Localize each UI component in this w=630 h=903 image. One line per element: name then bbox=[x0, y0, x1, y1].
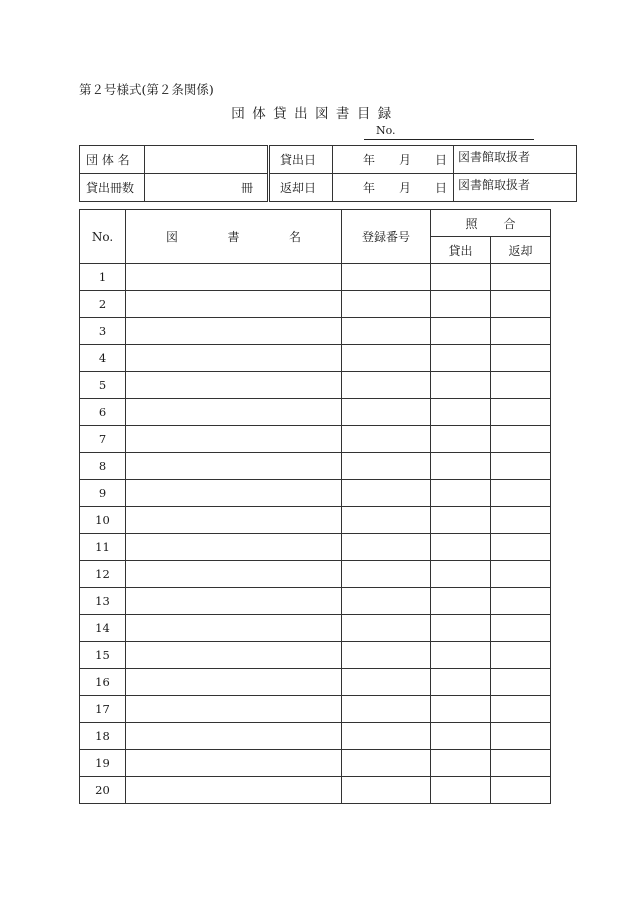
loan-check-cell[interactable] bbox=[431, 696, 491, 723]
row-number: 4 bbox=[80, 345, 126, 372]
loan-check-cell[interactable] bbox=[431, 723, 491, 750]
table-row bbox=[80, 507, 551, 534]
book-title-cell[interactable] bbox=[126, 561, 342, 588]
loan-check-cell[interactable] bbox=[431, 318, 491, 345]
registration-number-cell[interactable] bbox=[342, 345, 431, 372]
table-row bbox=[80, 561, 551, 588]
loan-check-cell[interactable] bbox=[431, 372, 491, 399]
group-name-label: 団 体 名 bbox=[80, 146, 145, 174]
loan-check-cell[interactable] bbox=[431, 642, 491, 669]
return-handler-cell[interactable] bbox=[454, 174, 577, 202]
row-number: 8 bbox=[80, 453, 126, 480]
loan-year-label: 年 bbox=[363, 153, 376, 167]
registration-number-cell[interactable] bbox=[342, 399, 431, 426]
row-number: 19 bbox=[80, 750, 126, 777]
return-check-cell[interactable] bbox=[491, 615, 551, 642]
loan-check-cell[interactable] bbox=[431, 588, 491, 615]
registration-number-cell[interactable] bbox=[342, 696, 431, 723]
row-number: 11 bbox=[80, 534, 126, 561]
book-title-cell[interactable] bbox=[126, 345, 342, 372]
return-check-cell[interactable] bbox=[491, 318, 551, 345]
row-number: 6 bbox=[80, 399, 126, 426]
return-check-cell[interactable] bbox=[491, 507, 551, 534]
header-table bbox=[79, 145, 577, 202]
row-number: 12 bbox=[80, 561, 126, 588]
book-title-cell[interactable] bbox=[126, 318, 342, 345]
loan-check-cell[interactable] bbox=[431, 480, 491, 507]
registration-number-cell[interactable] bbox=[342, 561, 431, 588]
col-header-check-char: 照 bbox=[465, 216, 478, 231]
return-check-cell[interactable] bbox=[491, 453, 551, 480]
loan-check-cell[interactable] bbox=[431, 669, 491, 696]
row-number: 2 bbox=[80, 291, 126, 318]
registration-number-cell[interactable] bbox=[342, 669, 431, 696]
col-header-return: 返却 bbox=[491, 237, 551, 264]
table-row bbox=[80, 399, 551, 426]
return-check-cell[interactable] bbox=[491, 561, 551, 588]
book-title-cell[interactable] bbox=[126, 291, 342, 318]
return-check-cell[interactable] bbox=[491, 696, 551, 723]
book-title-cell[interactable] bbox=[126, 534, 342, 561]
book-title-cell[interactable] bbox=[126, 642, 342, 669]
row-number: 20 bbox=[80, 777, 126, 804]
return-date-field[interactable] bbox=[333, 174, 454, 202]
loan-date-label: 貸出日 bbox=[269, 146, 333, 174]
registration-number-cell[interactable] bbox=[342, 480, 431, 507]
return-check-cell[interactable] bbox=[491, 372, 551, 399]
return-check-cell[interactable] bbox=[491, 291, 551, 318]
book-title-cell[interactable] bbox=[126, 507, 342, 534]
document-number-label: No. bbox=[376, 124, 396, 137]
table-row bbox=[80, 345, 551, 372]
col-header-no: No. bbox=[80, 210, 126, 264]
loan-check-cell[interactable] bbox=[431, 507, 491, 534]
row-number: 9 bbox=[80, 480, 126, 507]
return-check-cell[interactable] bbox=[491, 264, 551, 291]
row-number: 10 bbox=[80, 507, 126, 534]
registration-number-cell[interactable] bbox=[342, 642, 431, 669]
registration-number-cell[interactable] bbox=[342, 534, 431, 561]
registration-number-cell[interactable] bbox=[342, 588, 431, 615]
row-number: 15 bbox=[80, 642, 126, 669]
return-check-cell[interactable] bbox=[491, 480, 551, 507]
loan-count-field[interactable] bbox=[145, 174, 269, 202]
return-day-label: 日 bbox=[434, 181, 447, 195]
return-month-label: 月 bbox=[398, 181, 411, 195]
table-row bbox=[80, 615, 551, 642]
row-number: 18 bbox=[80, 723, 126, 750]
loan-date-field[interactable] bbox=[333, 146, 454, 174]
loan-check-cell[interactable] bbox=[431, 750, 491, 777]
registration-number-cell[interactable] bbox=[342, 750, 431, 777]
row-number: 16 bbox=[80, 669, 126, 696]
book-list-table bbox=[79, 209, 551, 804]
table-row bbox=[80, 777, 551, 804]
loan-handler-label: 図書館取扱者 bbox=[458, 150, 531, 164]
return-check-cell[interactable] bbox=[491, 534, 551, 561]
loan-day-label: 日 bbox=[434, 153, 447, 167]
table-row bbox=[80, 534, 551, 561]
book-title-cell[interactable] bbox=[126, 372, 342, 399]
return-check-cell[interactable] bbox=[491, 669, 551, 696]
loan-check-cell[interactable] bbox=[431, 615, 491, 642]
table-row bbox=[80, 453, 551, 480]
loan-check-cell[interactable] bbox=[431, 345, 491, 372]
return-check-cell[interactable] bbox=[491, 723, 551, 750]
book-title-cell[interactable] bbox=[126, 723, 342, 750]
loan-month-label: 月 bbox=[398, 153, 411, 167]
col-header-check bbox=[431, 210, 551, 237]
registration-number-cell[interactable] bbox=[342, 723, 431, 750]
col-header-title-char: 名 bbox=[288, 230, 301, 244]
col-header-check-char: 合 bbox=[503, 216, 516, 231]
registration-number-cell[interactable] bbox=[342, 777, 431, 804]
return-check-cell[interactable] bbox=[491, 399, 551, 426]
form-label: 第２号様式(第２条関係) bbox=[79, 82, 214, 97]
book-title-cell[interactable] bbox=[126, 777, 342, 804]
book-title-cell[interactable] bbox=[126, 264, 342, 291]
row-number: 14 bbox=[80, 615, 126, 642]
table-row bbox=[80, 723, 551, 750]
return-check-cell[interactable] bbox=[491, 642, 551, 669]
loan-check-cell[interactable] bbox=[431, 534, 491, 561]
page-title: 団体貸出図書目録 bbox=[231, 106, 399, 122]
book-title-cell[interactable] bbox=[126, 669, 342, 696]
book-title-cell[interactable] bbox=[126, 696, 342, 723]
loan-check-cell[interactable] bbox=[431, 453, 491, 480]
row-number: 3 bbox=[80, 318, 126, 345]
loan-check-cell[interactable] bbox=[431, 399, 491, 426]
table-row bbox=[80, 426, 551, 453]
book-title-cell[interactable] bbox=[126, 750, 342, 777]
table-row bbox=[80, 669, 551, 696]
table-row bbox=[80, 750, 551, 777]
return-check-cell[interactable] bbox=[491, 777, 551, 804]
row-number: 17 bbox=[80, 696, 126, 723]
loan-check-cell[interactable] bbox=[431, 291, 491, 318]
loan-check-cell[interactable] bbox=[431, 426, 491, 453]
row-number: 7 bbox=[80, 426, 126, 453]
col-header-loan: 貸出 bbox=[431, 237, 491, 264]
registration-number-cell[interactable] bbox=[342, 615, 431, 642]
table-row bbox=[80, 318, 551, 345]
document-number-field[interactable] bbox=[364, 124, 534, 140]
table-row bbox=[80, 480, 551, 507]
table-row bbox=[80, 372, 551, 399]
loan-count-unit: 冊 bbox=[240, 181, 253, 195]
registration-number-cell[interactable] bbox=[342, 291, 431, 318]
table-row bbox=[80, 291, 551, 318]
return-check-cell[interactable] bbox=[491, 345, 551, 372]
return-date-label: 返却日 bbox=[269, 174, 333, 202]
registration-number-cell[interactable] bbox=[342, 453, 431, 480]
registration-number-cell[interactable] bbox=[342, 318, 431, 345]
return-check-cell[interactable] bbox=[491, 750, 551, 777]
loan-handler-cell[interactable] bbox=[454, 146, 577, 174]
col-header-title-char: 書 bbox=[227, 230, 240, 244]
return-check-cell[interactable] bbox=[491, 588, 551, 615]
registration-number-cell[interactable] bbox=[342, 507, 431, 534]
col-header-title-char: 図 bbox=[166, 230, 179, 244]
registration-number-cell[interactable] bbox=[342, 372, 431, 399]
return-year-label: 年 bbox=[363, 181, 376, 195]
loan-check-cell[interactable] bbox=[431, 264, 491, 291]
table-row bbox=[80, 264, 551, 291]
row-number: 5 bbox=[80, 372, 126, 399]
row-number: 13 bbox=[80, 588, 126, 615]
col-header-registration-number: 登録番号 bbox=[342, 210, 431, 264]
book-title-cell[interactable] bbox=[126, 588, 342, 615]
book-title-cell[interactable] bbox=[126, 480, 342, 507]
table-row bbox=[80, 696, 551, 723]
table-row bbox=[80, 642, 551, 669]
book-title-cell[interactable] bbox=[126, 426, 342, 453]
book-title-cell[interactable] bbox=[126, 615, 342, 642]
return-handler-label: 図書館取扱者 bbox=[458, 178, 531, 192]
loan-check-cell[interactable] bbox=[431, 777, 491, 804]
col-header-title bbox=[126, 210, 342, 264]
loan-count-label: 貸出冊数 bbox=[80, 174, 145, 202]
book-title-cell[interactable] bbox=[126, 453, 342, 480]
row-number: 1 bbox=[80, 264, 126, 291]
registration-number-cell[interactable] bbox=[342, 264, 431, 291]
loan-check-cell[interactable] bbox=[431, 561, 491, 588]
book-title-cell[interactable] bbox=[126, 399, 342, 426]
registration-number-cell[interactable] bbox=[342, 426, 431, 453]
group-name-field[interactable] bbox=[145, 146, 269, 174]
return-check-cell[interactable] bbox=[491, 426, 551, 453]
table-row bbox=[80, 588, 551, 615]
